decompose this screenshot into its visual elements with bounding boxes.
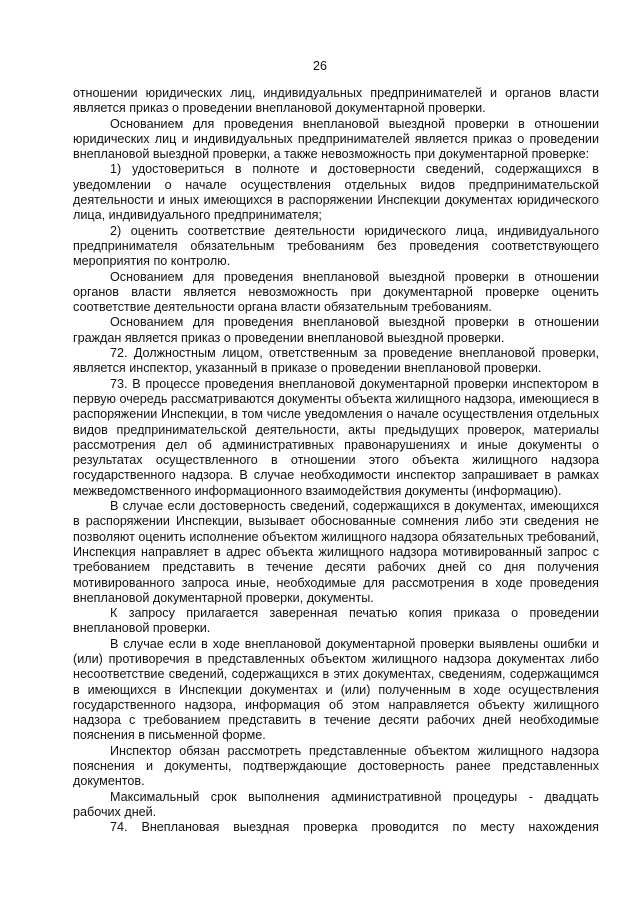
paragraph: Основанием для проведения внеплановой выездной проверки в отношении органов власти является невозможность при документарной проверке оценить соответствие деятельности органа власти обязательным требованиям. (73, 269, 599, 315)
paragraph: В случае если в ходе внеплановой документарной проверки выявлены ошибки и (или) противоречия в представленных объектом жилищного надзора документах либо несоответствие сведений, содержащихся в этих документах, сведениям, содержащимся в имеющихся в Инспекции документах и (или) полученным в ходе осуществления государственного надзора, информация об этом направляется объекту жилищного надзора с требованием представить в течение десяти рабочих дней необходимые пояснения в письменной форме. (73, 636, 599, 743)
paragraph: 74. Внеплановая выездная проверка проводится по месту нахождения (110, 820, 599, 835)
paragraph: 72. Должностным лицом, ответственным за проведение внеплановой проверки, является инспектор, указанный в приказе о проведении внеплановой проверки. (73, 346, 599, 376)
paragraph: 1) удостовериться в полноте и достоверности сведений, содержащихся в уведомлении о начале осуществления отдельных видов предпринимательской деятельности и иных имеющихся в распоряжении Инспекции документах юридического лица, индивидуального предпринимателя; (73, 162, 599, 223)
paragraph: Основанием для проведения внеплановой выездной проверки в отношении юридических лиц и индивидуальных предпринимателей является приказ о проведении внеплановой выездной проверки, а также невозможность при документарной проверке: (73, 116, 599, 162)
paragraph: Инспектор обязан рассмотреть представленные объектом жилищного надзора пояснения и документы, подтверждающие достоверность ранее представленных документов. (73, 743, 599, 789)
paragraph: К запросу прилагается заверенная печатью копия приказа о проведении внеплановой проверки. (73, 606, 599, 636)
paragraph: Основанием для проведения внеплановой выездной проверки в отношении граждан является приказ о проведении внеплановой выездной проверки. (73, 315, 599, 345)
paragraph: 73. В процессе проведения внеплановой документарной проверки инспектором в первую очередь рассматриваются документы объекта жилищного надзора, имеющиеся в распоряжении Инспекции, в том числе уведомления о начале осуществления отдельных видов предпринимательской деятельности, акты предыдущих проверок, материалы рассмотрения дел об административных правонарушениях и иные документы о результатах осуществленного в отношении этого объекта жилищного надзора государственного надзора. В случае необходимости инспектор запрашивает в рамках межведомственного информационного взаимодействия документы (информацию). (73, 376, 600, 498)
page-number: 26 (313, 59, 327, 73)
paragraph: отношении юридических лиц, индивидуальных предпринимателей и органов власти является приказ о проведении внеплановой документарной проверки. (73, 86, 599, 116)
paragraph: 2) оценить соответствие деятельности юридического лица, индивидуального предпринимателя обязательным требованиям без проведения соответствующего мероприятия по контролю. (73, 223, 599, 269)
paragraph: Максимальный срок выполнения административной процедуры - двадцать рабочих дней. (73, 789, 599, 819)
document-body (73, 86, 599, 836)
paragraph: В случае если достоверность сведений, содержащихся в документах, имеющихся в распоряжении Инспекции, вызывает обоснованные сомнения либо эти сведения не позволяют оценить исполнение объектом жилищного надзора обязательных требований, Инспекция направляет в адрес объекта жилищного надзора мотивированный запрос с требованием представить в течение десяти рабочих дней со дня получения мотивированного запроса иные, необходимые для рассмотрения в ходе проведения внеплановой документарной проверки, документы. (73, 499, 599, 605)
